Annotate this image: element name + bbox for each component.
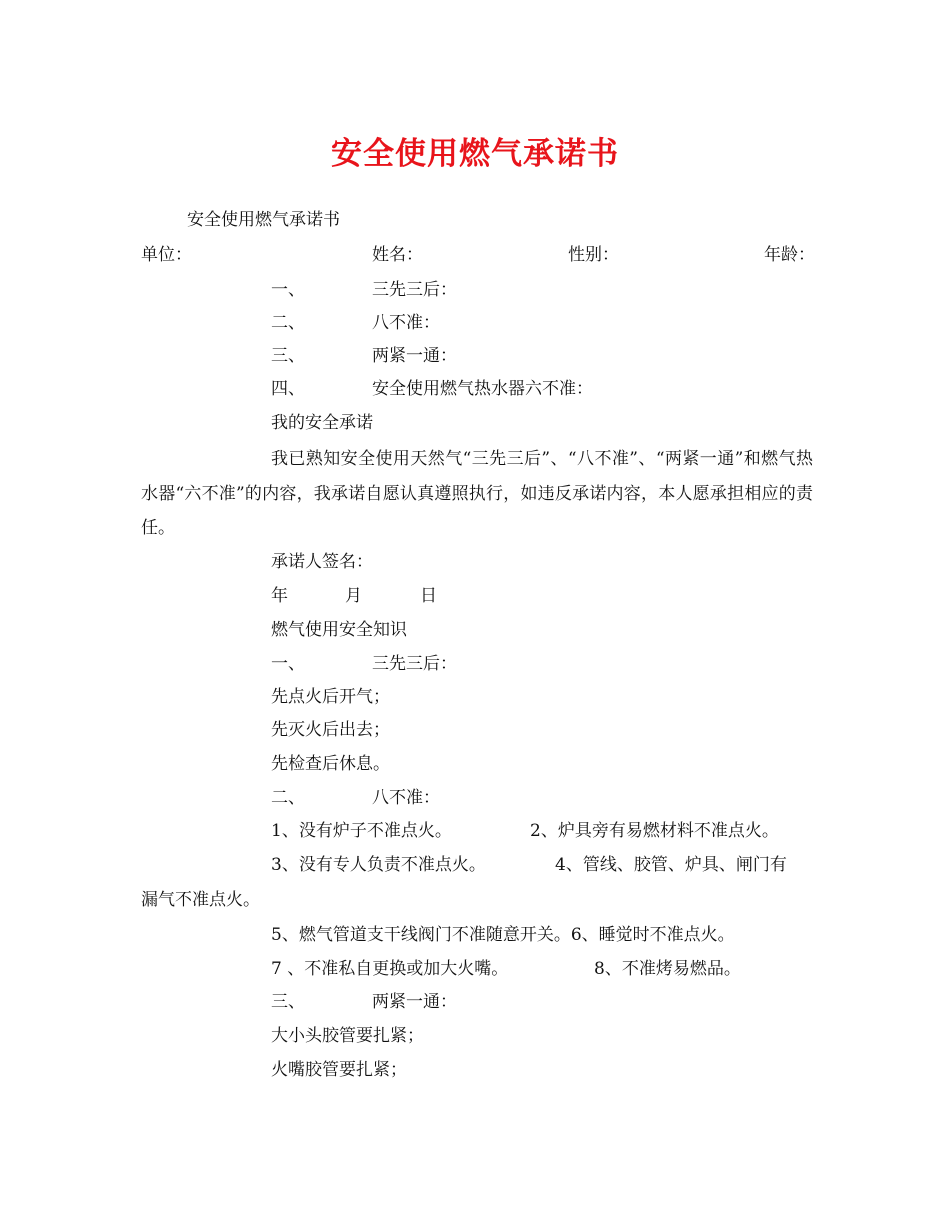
section2-num: 二、 bbox=[271, 788, 305, 808]
field-gender: 性别： bbox=[568, 245, 619, 265]
section1-item: 先检查后休息。 bbox=[271, 754, 390, 774]
document-title: 安全使用燃气承诺书 bbox=[331, 136, 619, 172]
section3-item: 大小头胶管要扎紧； bbox=[271, 1026, 424, 1046]
date-month: 月 bbox=[345, 586, 362, 606]
subtitle: 安全使用燃气承诺书 bbox=[187, 210, 340, 230]
field-unit: 单位： bbox=[141, 245, 192, 265]
section2-title: 八不准： bbox=[372, 788, 440, 808]
outline-num-1: 一、 bbox=[271, 280, 305, 300]
date-day: 日 bbox=[420, 586, 437, 606]
signature-label: 承诺人签名： bbox=[271, 552, 373, 572]
section1-num: 一、 bbox=[271, 654, 305, 674]
rule-4: 4、管线、胶管、炉具、闸门有 bbox=[555, 855, 787, 875]
field-name: 姓名： bbox=[372, 245, 423, 265]
section3-item: 火嘴胶管要扎紧； bbox=[271, 1060, 407, 1080]
field-age: 年龄： bbox=[764, 245, 815, 265]
rule-3: 3、没有专人负责不准点火。 bbox=[271, 855, 486, 875]
outline-text-2: 八不准： bbox=[372, 313, 440, 333]
section3-num: 三、 bbox=[271, 992, 305, 1012]
outline-text-1: 三先三后： bbox=[372, 280, 457, 300]
pledge-heading: 我的安全承诺 bbox=[271, 413, 373, 433]
rule-7: 7 、不准私自更换或加大火嘴。 bbox=[271, 959, 509, 979]
knowledge-heading: 燃气使用安全知识 bbox=[271, 620, 407, 640]
section1-item: 先灭火后出去； bbox=[271, 720, 390, 740]
rule-4-continued: 漏气不准点火。 bbox=[141, 890, 260, 910]
section1-title: 三先三后： bbox=[372, 654, 457, 674]
rule-1: 1、没有炉子不准点火。 bbox=[271, 821, 452, 841]
outline-num-3: 三、 bbox=[271, 346, 305, 366]
section3-title: 两紧一通： bbox=[372, 992, 457, 1012]
outline-text-3: 两紧一通： bbox=[372, 346, 457, 366]
rule-2: 2、炉具旁有易燃材料不准点火。 bbox=[530, 821, 779, 841]
rule-8: 8、不准烤易燃品。 bbox=[594, 959, 741, 979]
pledge-paragraph: 我已熟知安全使用天然气“三先三后”、“八不准”、“两紧一通”和燃气热水器“六不准”的内容，我承诺自愿认真遵照执行，如违反承诺内容，本人愿承担相应的责任。 bbox=[141, 449, 813, 538]
outline-num-4: 四、 bbox=[271, 379, 305, 399]
section1-item: 先点火后开气； bbox=[271, 687, 390, 707]
date-year: 年 bbox=[271, 586, 288, 606]
outline-num-2: 二、 bbox=[271, 313, 305, 333]
rule-5-6: 5、燃气管道支干线阀门不准随意开关。6、睡觉时不准点火。 bbox=[271, 925, 735, 945]
outline-text-4: 安全使用燃气热水器六不准： bbox=[372, 379, 593, 399]
